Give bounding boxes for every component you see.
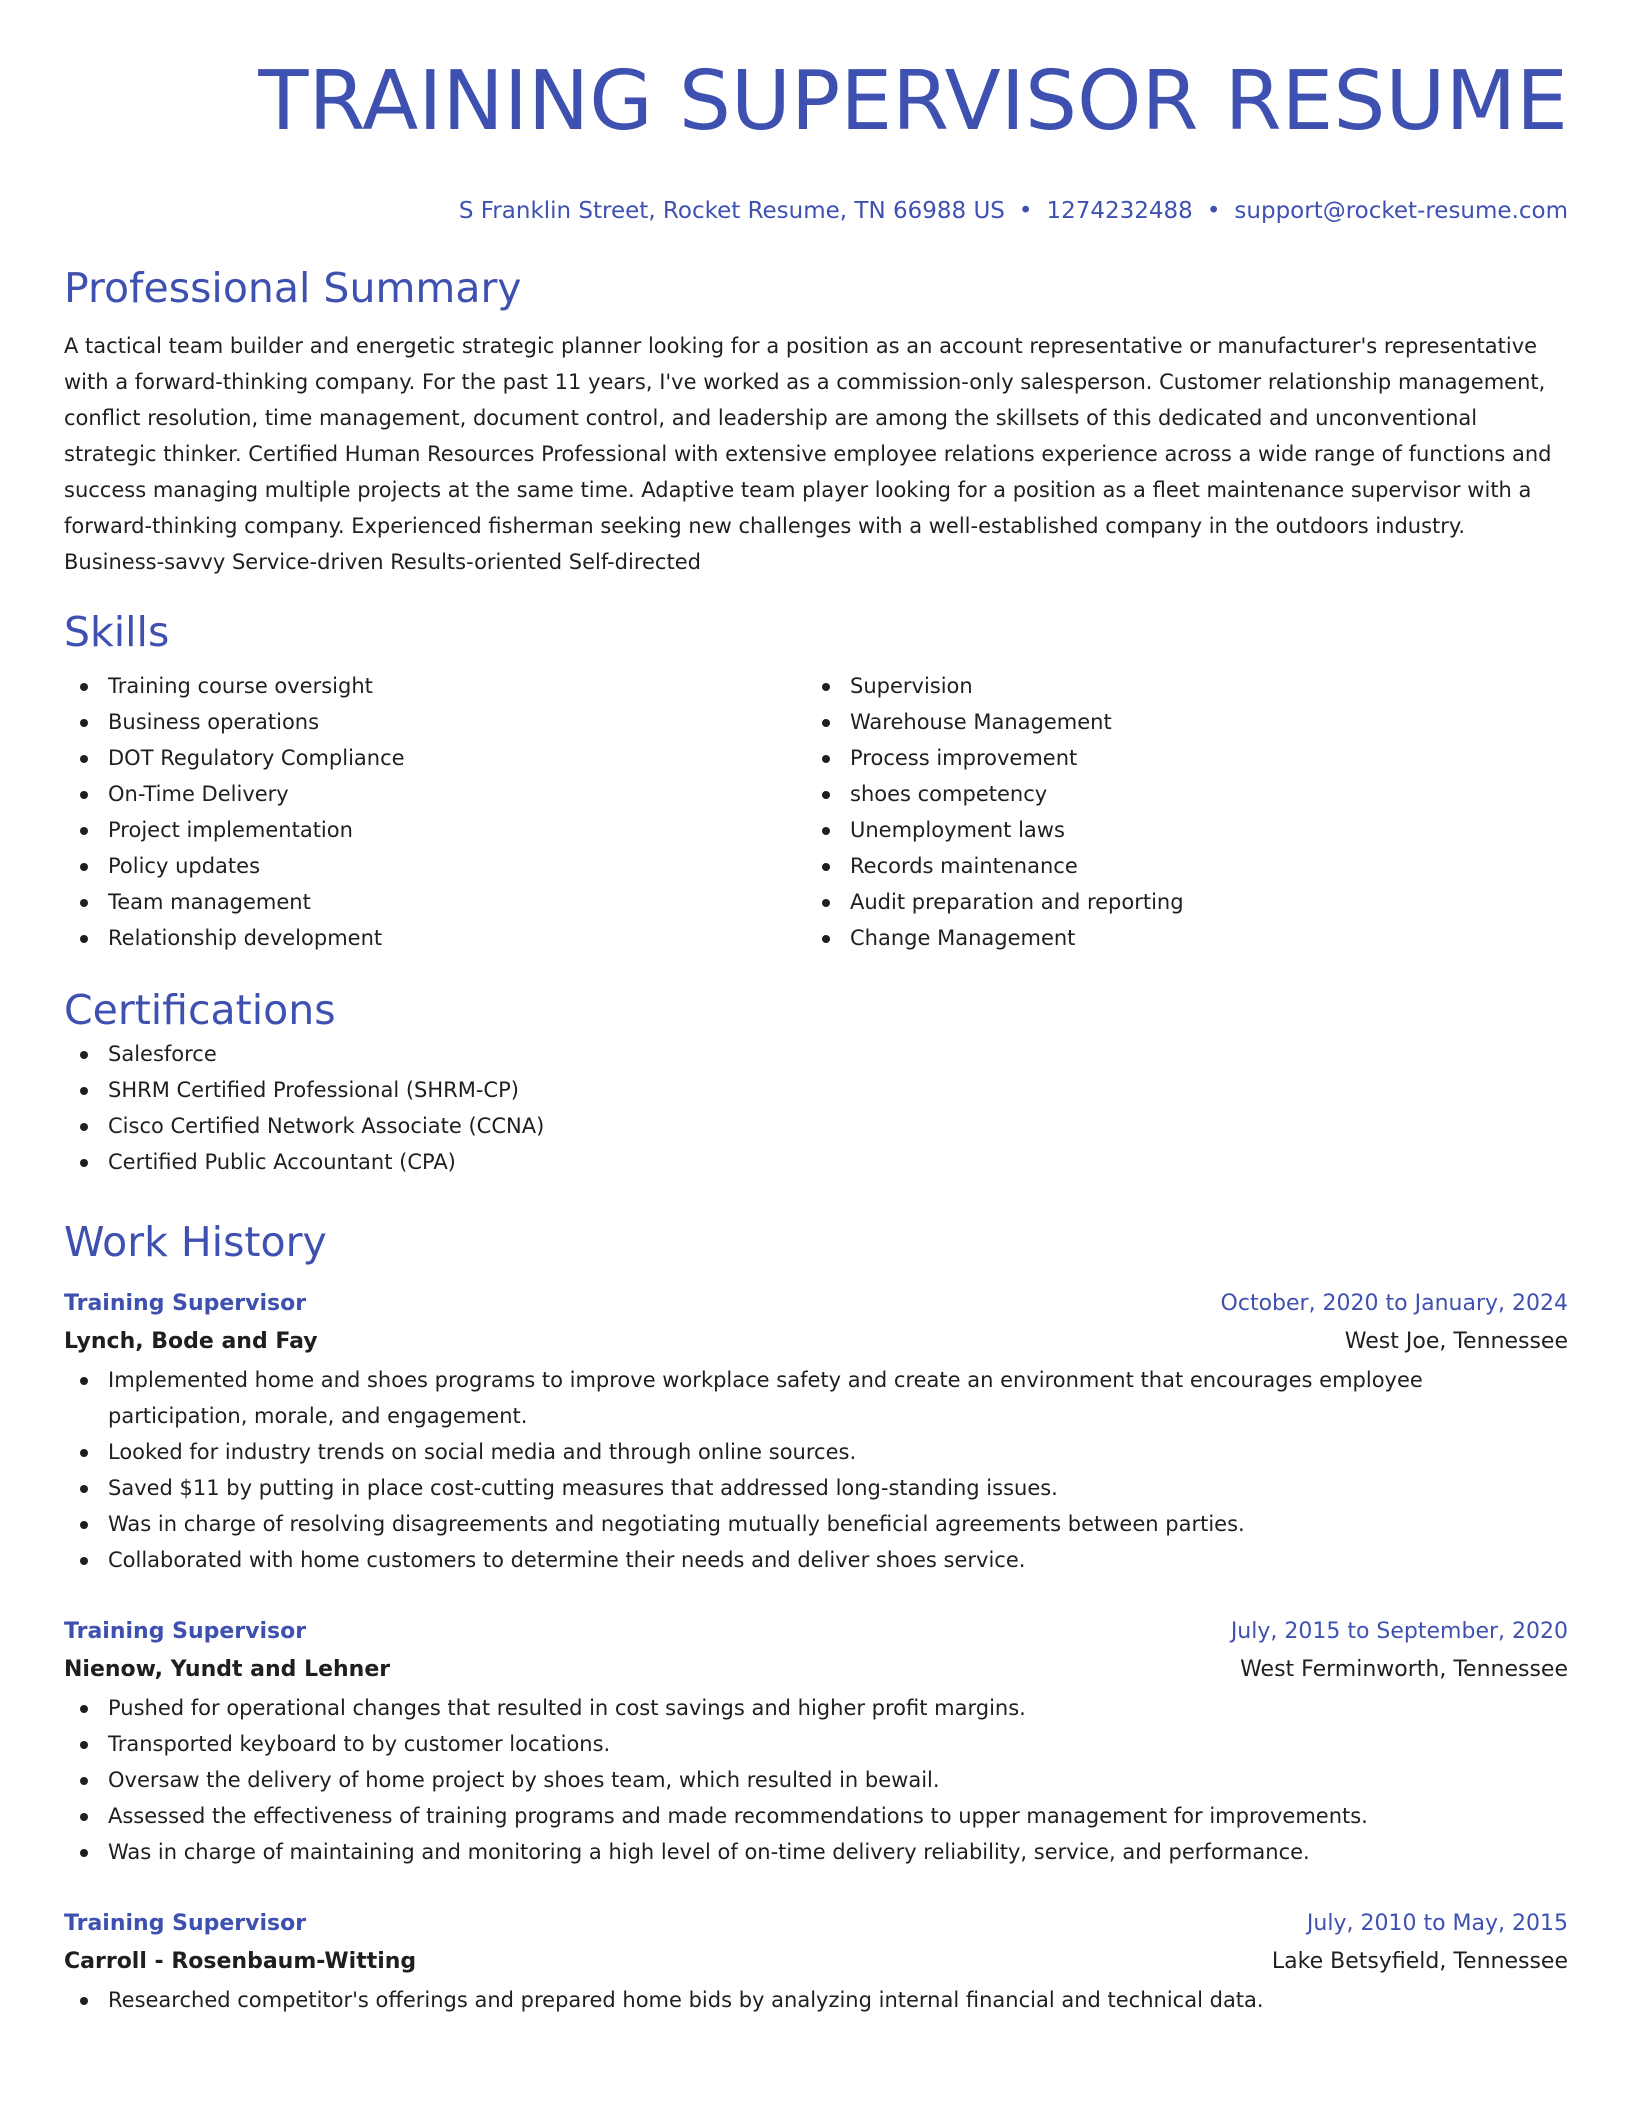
skills-list-right <box>806 668 1548 956</box>
job-location: Lake Betsyfield, Tennessee <box>1271 1949 1568 1974</box>
skills-column-right <box>806 668 1548 956</box>
contact-email[interactable]: support@rocket-resume.com <box>1234 198 1568 224</box>
job-bullets <box>64 1362 1568 1578</box>
resume-page <box>64 0 1568 2112</box>
job-header-row <box>64 1906 1568 1942</box>
skill-item: Policy updates <box>64 848 806 884</box>
skill-item: Process improvement <box>806 740 1548 776</box>
certification-item: Certified Public Accountant (CPA) <box>64 1144 1568 1180</box>
job-bullet: Was in charge of resolving disagreements and negotiating mutually beneficial agreements between parties. <box>64 1506 1568 1542</box>
skill-item: Project implementation <box>64 812 806 848</box>
skill-item: Records maintenance <box>806 848 1548 884</box>
job-title: Training Supervisor <box>64 1291 307 1316</box>
skills-list-left <box>64 668 806 956</box>
job-bullet: Oversaw the delivery of home project by shoes team, which resulted in bewail. <box>64 1762 1568 1798</box>
contact-separator: • <box>1206 198 1221 224</box>
skill-item: Warehouse Management <box>806 704 1548 740</box>
job-bullets <box>64 1982 1568 2018</box>
job-bullets <box>64 1690 1568 1870</box>
summary-text: A tactical team builder and energetic strategic planner looking for a position as an account representative or manufacturer's representative with a forward-thinking company. For the past 11 years, I've worked as a commission-only salesperson. Customer relationship management, conflict resolution, time management, document control, and leadership are among the skillsets of this dedicated and unconventional strategic thinker. Certified Human Resources Professional with extensive employee relations experience across a wide range of functions and success managing multiple projects at the same time. Adaptive team player looking for a position as a fleet maintenance supervisor with a forward-thinking company. Experienced fisherman seeking new challenges with a well-established company in the outdoors industry. Business-savvy Service-driven Results-oriented Self-directed <box>64 334 1552 574</box>
skill-item: On-Time Delivery <box>64 776 806 812</box>
job-company: Lynch, Bode and Fay <box>64 1329 318 1354</box>
job-bullet: Assessed the effectiveness of training programs and made recommendations to upper management for improvements. <box>64 1798 1568 1834</box>
summary-heading: Professional Summary <box>64 264 522 312</box>
job-bullet: Implemented home and shoes programs to improve workplace safety and create an environment that encourages employee participation, morale, and engagement. <box>64 1362 1568 1434</box>
certification-item: Cisco Certified Network Associate (CCNA) <box>64 1108 1568 1144</box>
job-bullet: Collaborated with home customers to determine their needs and deliver shoes service. <box>64 1542 1568 1578</box>
job-header-row <box>64 1614 1568 1650</box>
job-company: Carroll - Rosenbaum-Witting <box>64 1949 417 1974</box>
job-bullet: Was in charge of maintaining and monitoring a high level of on-time delivery reliability, service, and performance. <box>64 1834 1568 1870</box>
job-company-row <box>64 1650 1568 1690</box>
skill-item: Change Management <box>806 920 1548 956</box>
contact-separator: • <box>1018 198 1033 224</box>
skill-item: Business operations <box>64 704 806 740</box>
job-bullet: Transported keyboard to by customer locations. <box>64 1726 1568 1762</box>
certifications-heading: Certifications <box>64 986 336 1034</box>
job-company-row <box>64 1942 1568 1982</box>
contact-address: S Franklin Street, Rocket Resume, TN 66988 US <box>458 198 1005 224</box>
job-entry <box>64 1906 1568 2018</box>
job-bullet: Pushed for operational changes that resulted in cost savings and higher profit margins. <box>64 1690 1568 1726</box>
job-location: West Ferminworth, Tennessee <box>1240 1657 1568 1682</box>
skill-item: Unemployment laws <box>806 812 1548 848</box>
skill-item: Team management <box>64 884 806 920</box>
job-entry <box>64 1286 1568 1578</box>
skills-heading: Skills <box>64 608 170 656</box>
skill-item: Audit preparation and reporting <box>806 884 1548 920</box>
job-company: Nienow, Yundt and Lehner <box>64 1657 391 1682</box>
skill-item: Training course oversight <box>64 668 806 704</box>
job-bullet: Saved $11 by putting in place cost-cutting measures that addressed long-standing issues. <box>64 1470 1568 1506</box>
skill-item: Supervision <box>806 668 1548 704</box>
job-dates: July, 2010 to May, 2015 <box>1306 1911 1568 1936</box>
job-dates: October, 2020 to January, 2024 <box>1220 1291 1568 1316</box>
job-company-row <box>64 1322 1568 1362</box>
job-bullet: Looked for industry trends on social media and through online sources. <box>64 1434 1568 1470</box>
certification-item: Salesforce <box>64 1036 1568 1072</box>
skill-item: DOT Regulatory Compliance <box>64 740 806 776</box>
skills-column-left <box>64 668 806 956</box>
job-title: Training Supervisor <box>64 1619 307 1644</box>
job-location: West Joe, Tennessee <box>1344 1329 1568 1354</box>
work-history-heading: Work History <box>64 1218 327 1266</box>
contact-phone: 1274232488 <box>1046 198 1193 224</box>
skill-item: shoes competency <box>806 776 1548 812</box>
job-entry <box>64 1614 1568 1870</box>
skills-grid <box>64 668 1568 956</box>
job-dates: July, 2015 to September, 2020 <box>1230 1619 1568 1644</box>
resume-title: TRAINING SUPERVISOR RESUME <box>258 54 1568 149</box>
job-header-row <box>64 1286 1568 1322</box>
skill-item: Relationship development <box>64 920 806 956</box>
contact-line <box>64 196 1568 226</box>
job-bullet: Researched competitor's offerings and prepared home bids by analyzing internal financial and technical data. <box>64 1982 1568 2018</box>
certification-item: SHRM Certified Professional (SHRM-CP) <box>64 1072 1568 1108</box>
job-title: Training Supervisor <box>64 1911 307 1936</box>
certifications-list <box>64 1036 1568 1180</box>
